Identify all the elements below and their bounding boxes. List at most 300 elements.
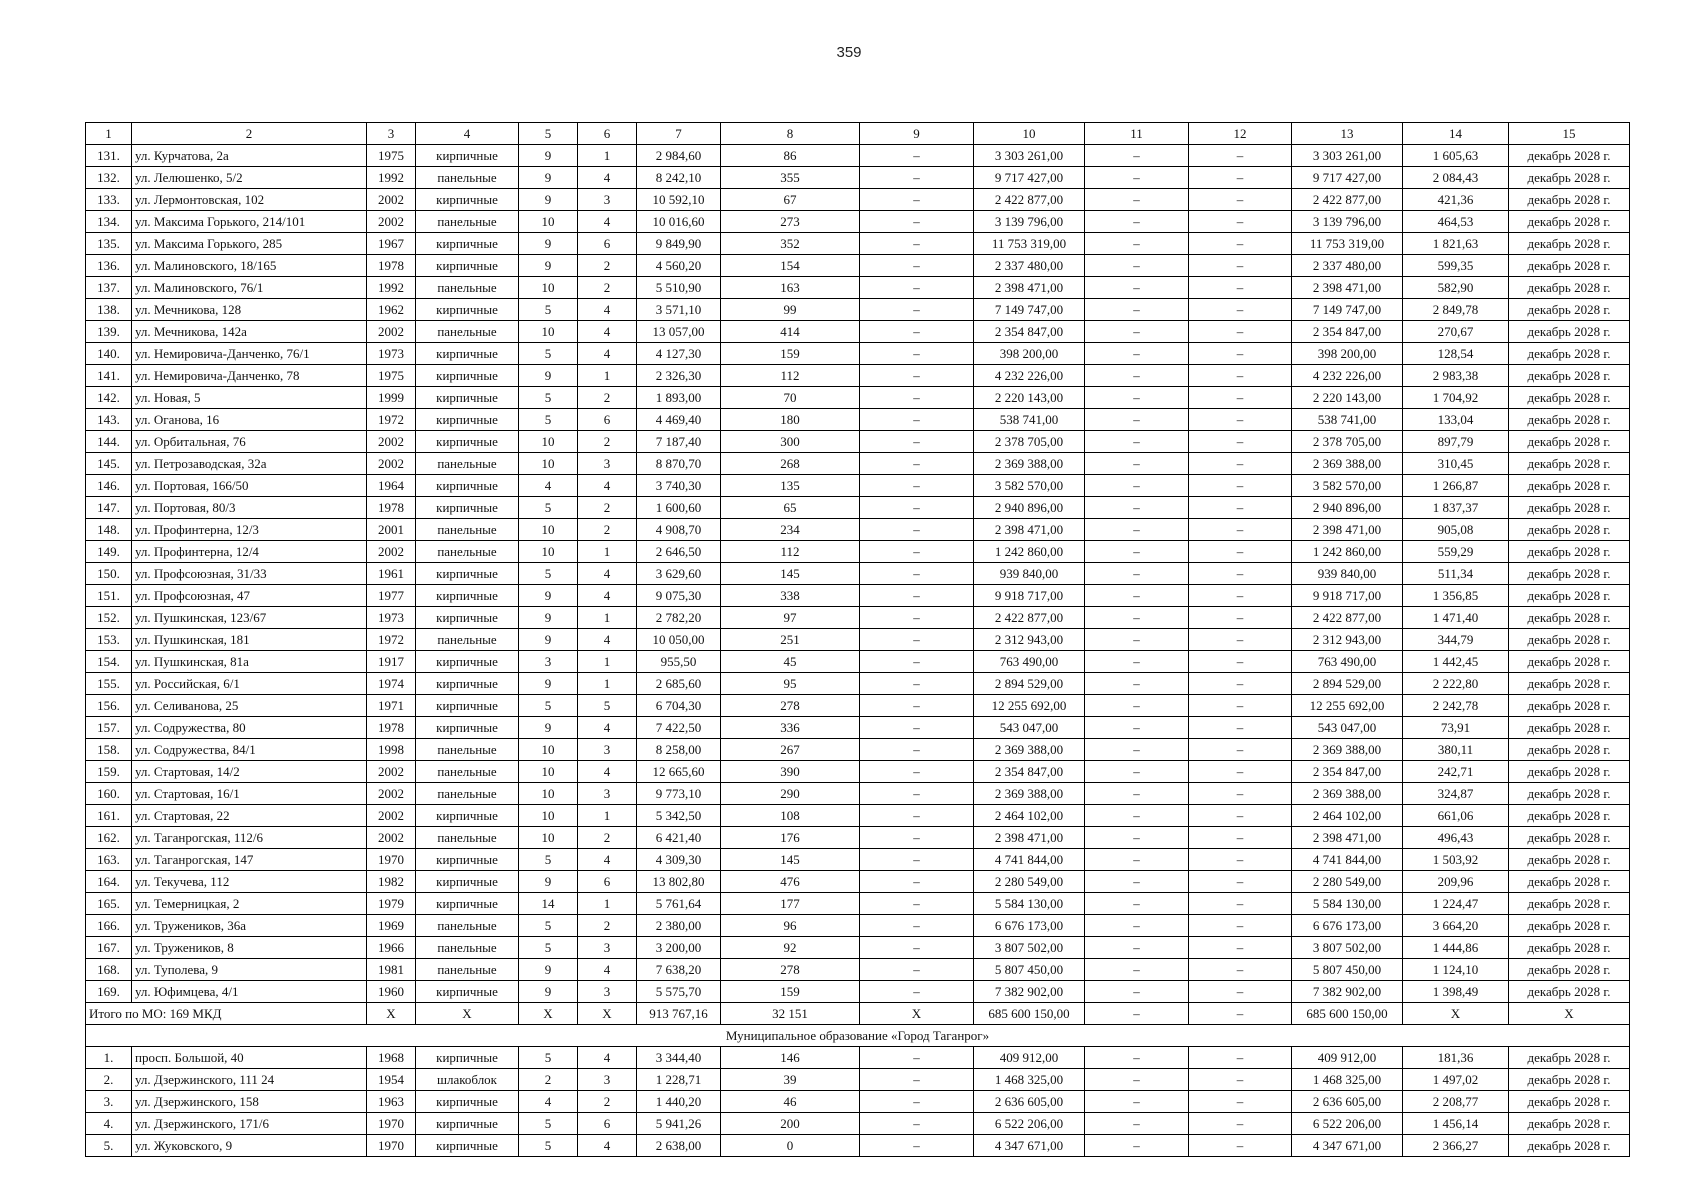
table-cell: панельные — [416, 167, 519, 189]
table-cell: 8 242,10 — [637, 167, 721, 189]
table-cell: – — [860, 937, 974, 959]
table-cell: 3 — [519, 651, 578, 673]
table-cell: 2 782,20 — [637, 607, 721, 629]
table-cell: 4 127,30 — [637, 343, 721, 365]
table-cell: шлакоблок — [416, 1069, 519, 1091]
table-row — [86, 453, 1630, 475]
table-cell: 4 741 844,00 — [974, 849, 1085, 871]
table-cell: декабрь 2028 г. — [1509, 805, 1630, 827]
table-cell: 7 422,50 — [637, 717, 721, 739]
table-cell: 1999 — [367, 387, 416, 409]
table-cell: декабрь 2028 г. — [1509, 145, 1630, 167]
table-cell: декабрь 2028 г. — [1509, 761, 1630, 783]
table-row — [86, 321, 1630, 343]
table-cell: 398 200,00 — [1292, 343, 1403, 365]
table-cell: 242,71 — [1403, 761, 1509, 783]
table-cell: 152. — [86, 607, 132, 629]
table-cell: 10 — [519, 277, 578, 299]
table-cell: 5 — [519, 563, 578, 585]
table-cell: – — [1189, 761, 1292, 783]
table-cell: декабрь 2028 г. — [1509, 673, 1630, 695]
table-cell: 2 280 549,00 — [974, 871, 1085, 893]
table-cell: 4 232 226,00 — [974, 365, 1085, 387]
table-cell: 1 837,37 — [1403, 497, 1509, 519]
column-header: 11 — [1085, 123, 1189, 145]
address-cell: ул. Петрозаводская, 32а — [132, 453, 367, 475]
table-cell: 421,36 — [1403, 189, 1509, 211]
table-row — [86, 563, 1630, 585]
table-row — [86, 409, 1630, 431]
table-cell: – — [1085, 299, 1189, 321]
table-cell: – — [860, 981, 974, 1003]
table-cell: декабрь 2028 г. — [1509, 717, 1630, 739]
address-cell: ул. Малиновского, 18/165 — [132, 255, 367, 277]
table-cell: 1 497,02 — [1403, 1069, 1509, 1091]
page-number: 359 — [836, 44, 862, 61]
table-cell: 476 — [721, 871, 860, 893]
table-cell: 0 — [721, 1135, 860, 1157]
address-cell: ул. Пушкинская, 181 — [132, 629, 367, 651]
table-cell: панельные — [416, 959, 519, 981]
housing-register-table — [85, 122, 1630, 1157]
table-cell: 11 753 319,00 — [974, 233, 1085, 255]
table-cell: 3. — [86, 1091, 132, 1113]
table-cell: – — [1189, 255, 1292, 277]
table-cell: – — [1085, 189, 1189, 211]
table-cell: декабрь 2028 г. — [1509, 189, 1630, 211]
table-cell: 165. — [86, 893, 132, 915]
table-cell: 1992 — [367, 167, 416, 189]
table-cell: декабрь 2028 г. — [1509, 541, 1630, 563]
table-cell: 163. — [86, 849, 132, 871]
column-header: 7 — [637, 123, 721, 145]
table-cell: 5 — [519, 1113, 578, 1135]
table-cell: 2 369 388,00 — [974, 453, 1085, 475]
table-cell: 3 — [578, 1069, 637, 1091]
table-cell: декабрь 2028 г. — [1509, 585, 1630, 607]
table-cell: 1 124,10 — [1403, 959, 1509, 981]
table-cell: 1970 — [367, 849, 416, 871]
table-cell: 2 337 480,00 — [974, 255, 1085, 277]
table-cell: кирпичные — [416, 651, 519, 673]
table-cell: 137. — [86, 277, 132, 299]
column-header: 13 — [1292, 123, 1403, 145]
table-cell: – — [1085, 629, 1189, 651]
table-cell: кирпичные — [416, 849, 519, 871]
table-row — [86, 541, 1630, 563]
table-cell: 149. — [86, 541, 132, 563]
table-row — [86, 1135, 1630, 1157]
total-cell: X — [860, 1003, 974, 1025]
table-cell: 4 — [578, 299, 637, 321]
table-cell: 1 444,86 — [1403, 937, 1509, 959]
table-cell: 142. — [86, 387, 132, 409]
table-cell: 1978 — [367, 717, 416, 739]
address-cell: ул. Российская, 6/1 — [132, 673, 367, 695]
total-cell: 913 767,16 — [637, 1003, 721, 1025]
table-cell: 145. — [86, 453, 132, 475]
table-row — [86, 915, 1630, 937]
table-cell: – — [1085, 1047, 1189, 1069]
table-cell: – — [860, 299, 974, 321]
table-cell: 355 — [721, 167, 860, 189]
table-cell: 46 — [721, 1091, 860, 1113]
table-cell: панельные — [416, 827, 519, 849]
table-cell: – — [860, 167, 974, 189]
table-cell: 1 468 325,00 — [1292, 1069, 1403, 1091]
table-cell: 2 940 896,00 — [974, 497, 1085, 519]
table-cell: – — [1085, 1135, 1189, 1157]
table-cell: 398 200,00 — [974, 343, 1085, 365]
table-cell: 5 — [519, 695, 578, 717]
table-cell: 3 582 570,00 — [1292, 475, 1403, 497]
table-cell: 2 983,38 — [1403, 365, 1509, 387]
table-cell: – — [1189, 651, 1292, 673]
table-cell: 12 255 692,00 — [1292, 695, 1403, 717]
table-cell: кирпичные — [416, 673, 519, 695]
table-cell: 2 312 943,00 — [1292, 629, 1403, 651]
table-cell: – — [860, 519, 974, 541]
column-number-row — [86, 123, 1630, 145]
table-cell: 2 894 529,00 — [974, 673, 1085, 695]
table-cell: 2 984,60 — [637, 145, 721, 167]
table-cell: 5 — [519, 849, 578, 871]
table-cell: 160. — [86, 783, 132, 805]
address-cell: ул. Портовая, 80/3 — [132, 497, 367, 519]
table-cell: – — [1189, 409, 1292, 431]
table-cell: 138. — [86, 299, 132, 321]
table-cell: 10 — [519, 519, 578, 541]
table-cell: – — [1085, 871, 1189, 893]
table-cell: 10 — [519, 453, 578, 475]
table-cell: – — [1085, 1069, 1189, 1091]
table-row — [86, 497, 1630, 519]
table-cell: 2 — [578, 277, 637, 299]
table-cell: 234 — [721, 519, 860, 541]
table-cell: 133,04 — [1403, 409, 1509, 431]
table-cell: 164. — [86, 871, 132, 893]
table-cell: – — [1189, 937, 1292, 959]
table-cell: 9 — [519, 255, 578, 277]
table-cell: 1960 — [367, 981, 416, 1003]
address-cell: ул. Стартовая, 16/1 — [132, 783, 367, 805]
table-cell: 6 — [578, 1113, 637, 1135]
table-cell: 1 — [578, 541, 637, 563]
table-cell: 161. — [86, 805, 132, 827]
table-cell: – — [860, 233, 974, 255]
table-cell: 96 — [721, 915, 860, 937]
table-cell: 2002 — [367, 541, 416, 563]
address-cell: ул. Профинтерна, 12/4 — [132, 541, 367, 563]
address-cell: ул. Немировича-Данченко, 78 — [132, 365, 367, 387]
table-row — [86, 519, 1630, 541]
table-cell: 1982 — [367, 871, 416, 893]
table-cell: 1 468 325,00 — [974, 1069, 1085, 1091]
table-cell: 2 366,27 — [1403, 1135, 1509, 1157]
table-cell: 163 — [721, 277, 860, 299]
table-cell: кирпичные — [416, 717, 519, 739]
table-cell: 3 139 796,00 — [974, 211, 1085, 233]
table-cell: 2 220 143,00 — [974, 387, 1085, 409]
table-cell: 10 — [519, 805, 578, 827]
table-cell: 2 354 847,00 — [974, 761, 1085, 783]
table-cell: 1966 — [367, 937, 416, 959]
table-cell: – — [1189, 343, 1292, 365]
table-cell: 1 356,85 — [1403, 585, 1509, 607]
table-cell: – — [1189, 211, 1292, 233]
table-cell: декабрь 2028 г. — [1509, 409, 1630, 431]
table-cell: 1979 — [367, 893, 416, 915]
table-cell: 5 — [519, 915, 578, 937]
table-cell: – — [860, 805, 974, 827]
address-cell: ул. Таганрогская, 147 — [132, 849, 367, 871]
table-cell: 2 — [578, 915, 637, 937]
table-cell: 146. — [86, 475, 132, 497]
table-cell: 7 187,40 — [637, 431, 721, 453]
table-cell: 496,43 — [1403, 827, 1509, 849]
table-cell: декабрь 2028 г. — [1509, 497, 1630, 519]
table-cell: декабрь 2028 г. — [1509, 563, 1630, 585]
table-cell: 4 469,40 — [637, 409, 721, 431]
table-cell: кирпичные — [416, 695, 519, 717]
table-cell: 273 — [721, 211, 860, 233]
table-row — [86, 1113, 1630, 1135]
table-cell: 4 — [578, 343, 637, 365]
address-cell: ул. Пушкинская, 81а — [132, 651, 367, 673]
table-cell: 14 — [519, 893, 578, 915]
table-cell: 150. — [86, 563, 132, 585]
address-cell: ул. Лелюшенко, 5/2 — [132, 167, 367, 189]
table-cell: 4 232 226,00 — [1292, 365, 1403, 387]
table-cell: 2 — [578, 497, 637, 519]
table-cell: 4 347 671,00 — [974, 1135, 1085, 1157]
table-cell: 2 — [578, 519, 637, 541]
table-cell: – — [1189, 1091, 1292, 1113]
table-cell: 12 665,60 — [637, 761, 721, 783]
table-header — [86, 123, 1630, 145]
table-cell: панельные — [416, 783, 519, 805]
address-cell: ул. Содружества, 84/1 — [132, 739, 367, 761]
table-cell: декабрь 2028 г. — [1509, 981, 1630, 1003]
table-cell: – — [1189, 167, 1292, 189]
table-cell: – — [1085, 387, 1189, 409]
table-cell: 4 347 671,00 — [1292, 1135, 1403, 1157]
table-cell: 1 — [578, 893, 637, 915]
table-cell: 4 — [578, 717, 637, 739]
table-cell: – — [1085, 453, 1189, 475]
table-cell: 10 — [519, 211, 578, 233]
table-row — [86, 849, 1630, 871]
address-cell: ул. Профсоюзная, 47 — [132, 585, 367, 607]
table-cell: – — [860, 321, 974, 343]
table-cell: 2 — [578, 431, 637, 453]
address-cell: ул. Профинтерна, 12/3 — [132, 519, 367, 541]
table-cell: 2 422 877,00 — [974, 189, 1085, 211]
table-cell: панельные — [416, 541, 519, 563]
table-cell: – — [1085, 717, 1189, 739]
table-cell: – — [860, 651, 974, 673]
table-cell: 267 — [721, 739, 860, 761]
table-cell: 5 — [519, 1135, 578, 1157]
table-cell: – — [860, 717, 974, 739]
table-cell: – — [860, 893, 974, 915]
table-cell: декабрь 2028 г. — [1509, 321, 1630, 343]
table-cell: 10 — [519, 541, 578, 563]
table-cell: 1 503,92 — [1403, 849, 1509, 871]
table-cell: 2 398 471,00 — [1292, 277, 1403, 299]
table-cell: 159 — [721, 981, 860, 1003]
table-cell: 2 354 847,00 — [974, 321, 1085, 343]
table-cell: – — [1189, 959, 1292, 981]
table-cell: – — [860, 673, 974, 695]
table-cell: 180 — [721, 409, 860, 431]
table-cell: 4 — [578, 1135, 637, 1157]
table-cell: – — [1189, 145, 1292, 167]
table-cell: 3 — [578, 937, 637, 959]
table-cell: 2 422 877,00 — [1292, 189, 1403, 211]
table-cell: 270,67 — [1403, 321, 1509, 343]
table-cell: 278 — [721, 695, 860, 717]
table-cell: 10 — [519, 739, 578, 761]
table-cell: 12 255 692,00 — [974, 695, 1085, 717]
table-cell: – — [1189, 585, 1292, 607]
table-cell: 9 918 717,00 — [1292, 585, 1403, 607]
table-cell: 132. — [86, 167, 132, 189]
table-cell: 6 — [578, 871, 637, 893]
table-cell: 8 870,70 — [637, 453, 721, 475]
table-cell: декабрь 2028 г. — [1509, 1135, 1630, 1157]
column-header: 3 — [367, 123, 416, 145]
table-cell: 2 378 705,00 — [974, 431, 1085, 453]
table-cell: – — [1189, 1135, 1292, 1157]
table-cell: 3 571,10 — [637, 299, 721, 321]
address-cell: ул. Максима Горького, 214/101 — [132, 211, 367, 233]
table-cell: 1978 — [367, 497, 416, 519]
table-cell: 414 — [721, 321, 860, 343]
table-cell: 1 224,47 — [1403, 893, 1509, 915]
table-cell: 2 636 605,00 — [974, 1091, 1085, 1113]
address-cell: ул. Туполева, 9 — [132, 959, 367, 981]
table-cell: 159 — [721, 343, 860, 365]
table-cell: 9 — [519, 629, 578, 651]
table-cell: – — [1189, 321, 1292, 343]
table-cell: декабрь 2028 г. — [1509, 1047, 1630, 1069]
table-cell: декабрь 2028 г. — [1509, 233, 1630, 255]
table-cell: – — [1189, 299, 1292, 321]
table-cell: – — [1085, 673, 1189, 695]
table-cell: 1 456,14 — [1403, 1113, 1509, 1135]
table-cell: 154. — [86, 651, 132, 673]
table-cell: 2 378 705,00 — [1292, 431, 1403, 453]
table-cell: – — [1189, 783, 1292, 805]
table-cell: панельные — [416, 321, 519, 343]
table-cell: 2 464 102,00 — [1292, 805, 1403, 827]
table-cell: 4 — [578, 167, 637, 189]
table-cell: 133. — [86, 189, 132, 211]
table-cell: 4 741 844,00 — [1292, 849, 1403, 871]
table-cell: 1978 — [367, 255, 416, 277]
table-cell: 2 369 388,00 — [1292, 783, 1403, 805]
table-cell: – — [860, 189, 974, 211]
address-cell: ул. Селиванова, 25 — [132, 695, 367, 717]
table-cell: 1977 — [367, 585, 416, 607]
table-cell: 4 — [578, 563, 637, 585]
table-cell: 4 — [578, 1047, 637, 1069]
table-cell: 1 442,45 — [1403, 651, 1509, 673]
table-cell: 1968 — [367, 1047, 416, 1069]
table-cell: 5 — [519, 937, 578, 959]
table-cell: 167. — [86, 937, 132, 959]
table-cell: 2 646,50 — [637, 541, 721, 563]
table-cell: 3 582 570,00 — [974, 475, 1085, 497]
table-cell: – — [1189, 387, 1292, 409]
table-cell: декабрь 2028 г. — [1509, 255, 1630, 277]
table-cell: 1. — [86, 1047, 132, 1069]
table-cell: 1 605,63 — [1403, 145, 1509, 167]
table-cell: 2002 — [367, 189, 416, 211]
table-cell: – — [860, 563, 974, 585]
address-cell: ул. Юфимцева, 4/1 — [132, 981, 367, 1003]
table-cell: 1970 — [367, 1113, 416, 1135]
address-cell: ул. Оганова, 16 — [132, 409, 367, 431]
table-cell: кирпичные — [416, 365, 519, 387]
address-cell: ул. Темерницкая, 2 — [132, 893, 367, 915]
table-cell: 278 — [721, 959, 860, 981]
table-cell: 139. — [86, 321, 132, 343]
table-cell: 1962 — [367, 299, 416, 321]
table-cell: кирпичные — [416, 893, 519, 915]
table-cell: панельные — [416, 519, 519, 541]
table-cell: 5 — [519, 1047, 578, 1069]
address-cell: ул. Лермонтовская, 102 — [132, 189, 367, 211]
table-cell: 1967 — [367, 233, 416, 255]
table-row — [86, 651, 1630, 673]
table-cell: – — [860, 497, 974, 519]
table-cell: 464,53 — [1403, 211, 1509, 233]
table-cell: – — [1085, 145, 1189, 167]
table-cell: 9 717 427,00 — [1292, 167, 1403, 189]
table-cell: кирпичные — [416, 299, 519, 321]
table-cell: – — [1189, 981, 1292, 1003]
table-cell: – — [1189, 431, 1292, 453]
table-row — [86, 717, 1630, 739]
table-cell: 5 — [519, 497, 578, 519]
table-cell: 409 912,00 — [1292, 1047, 1403, 1069]
table-cell: – — [1189, 1113, 1292, 1135]
table-cell: 4 560,20 — [637, 255, 721, 277]
table-cell: 10 — [519, 431, 578, 453]
table-cell: 9 — [519, 233, 578, 255]
table-cell: кирпичные — [416, 871, 519, 893]
table-cell: – — [860, 409, 974, 431]
address-cell: просп. Большой, 40 — [132, 1047, 367, 1069]
table-cell: 5 761,64 — [637, 893, 721, 915]
table-cell: – — [1085, 981, 1189, 1003]
total-cell: 685 600 150,00 — [974, 1003, 1085, 1025]
table-cell: 1973 — [367, 607, 416, 629]
table-cell: – — [860, 453, 974, 475]
table-row — [86, 585, 1630, 607]
table-cell: 135 — [721, 475, 860, 497]
table-row — [86, 959, 1630, 981]
column-header: 5 — [519, 123, 578, 145]
table-cell: 5 342,50 — [637, 805, 721, 827]
table-cell: декабрь 2028 г. — [1509, 651, 1630, 673]
table-cell: 3 — [578, 739, 637, 761]
table-cell: 134. — [86, 211, 132, 233]
table-cell: 159. — [86, 761, 132, 783]
address-cell: ул. Стартовая, 14/2 — [132, 761, 367, 783]
